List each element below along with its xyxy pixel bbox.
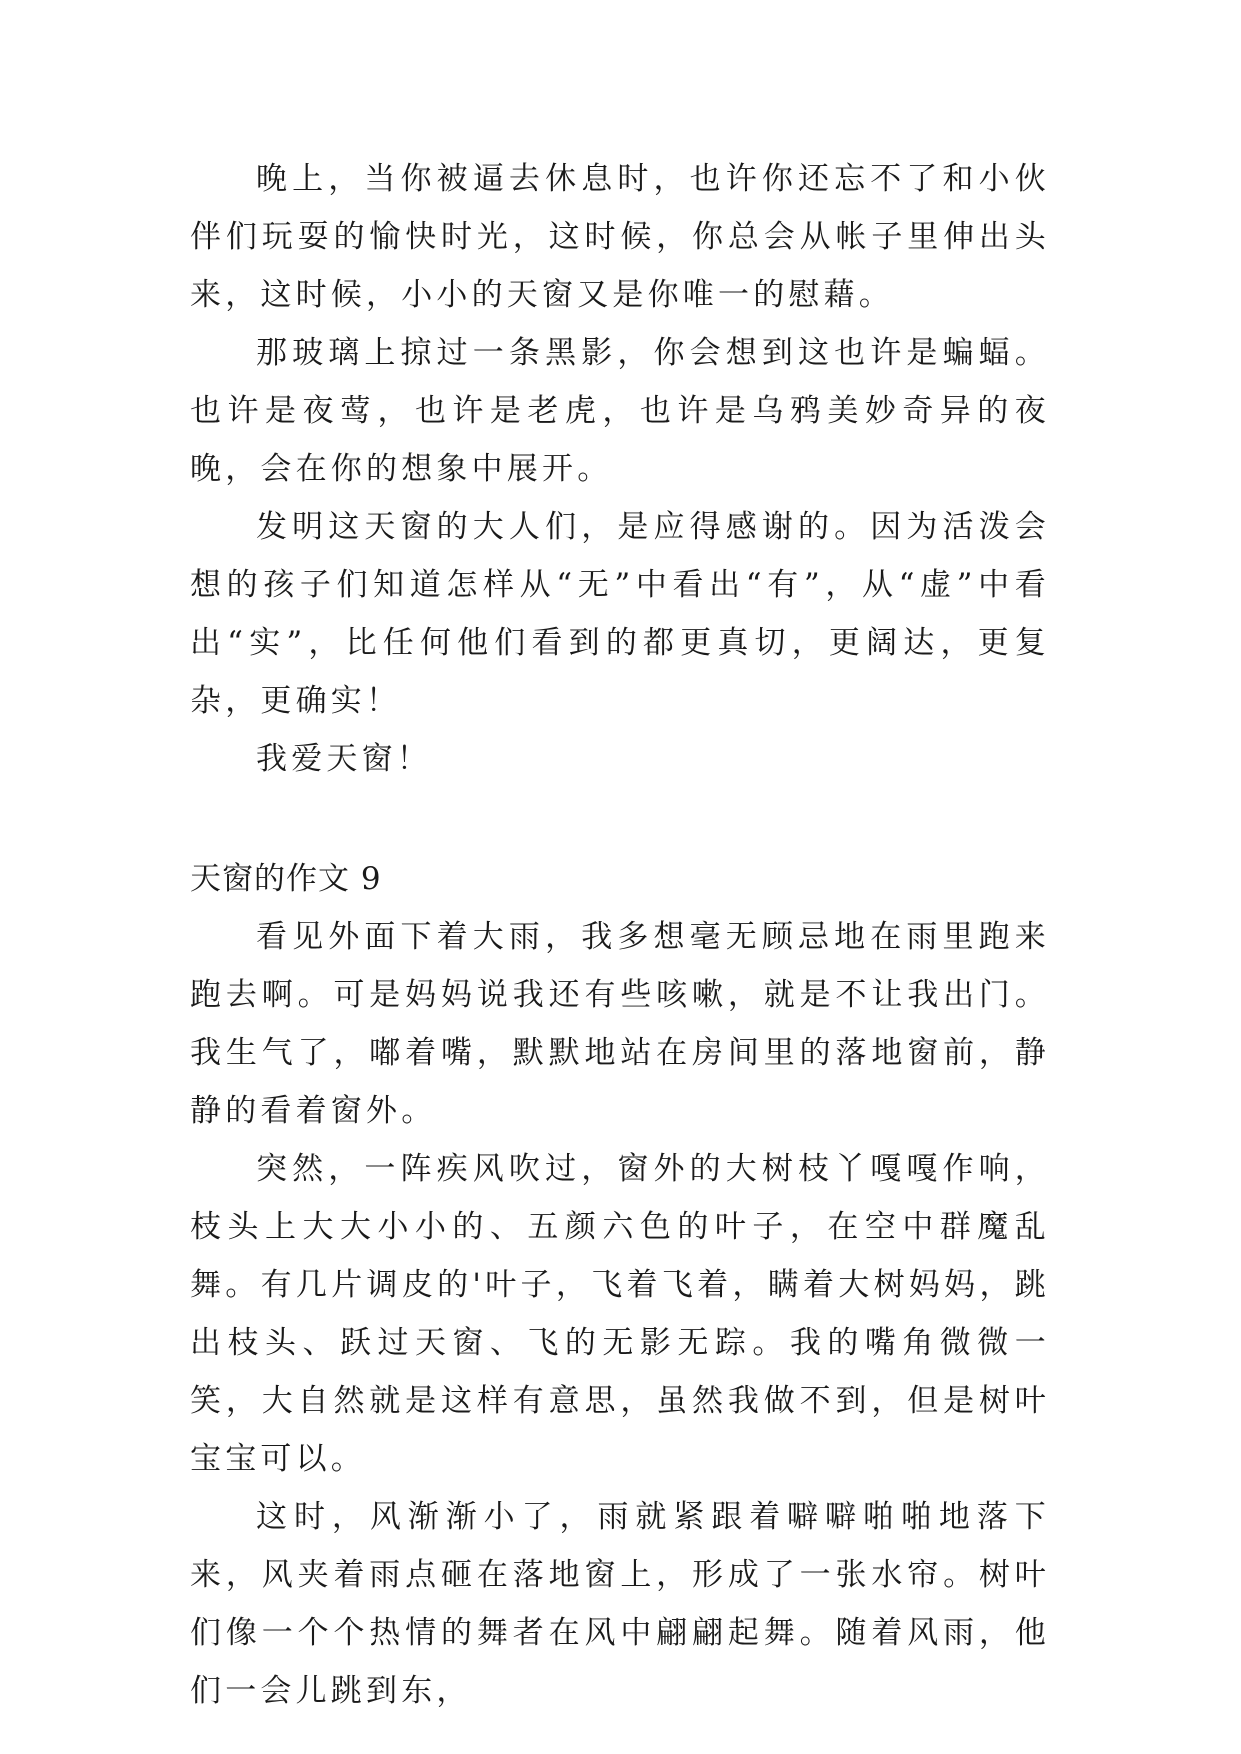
paragraph-shadow: 那玻璃上掠过一条黑影，你会想到这也许是蝙蝠。也许是夜莺，也许是老虎，也许是乌鸦美妙奇异的夜晚，会在你的想象中展开。 (190, 335, 1050, 487)
paragraph-wind: 突然，一阵疾风吹过，窗外的大树枝丫嘎嘎作响，枝头上大大小小的、五颜六色的叶子，在空中群魔乱舞。有几片调皮的'叶子，飞着飞着，瞒着大树妈妈，跳出枝头、跃过天窗、飞的无影无踪。我的嘴角微微一笑，大自然就是这样有意思，虽然我做不到，但是树叶宝宝可以。 (190, 1151, 1050, 1477)
essay-part-2 (190, 850, 1050, 1720)
essay-heading: 天窗的作文 9 (190, 861, 382, 897)
paragraph-thanks: 发明这天窗的大人们，是应得感谢的。因为活泼会想的孩子们知道怎样从“无”中看出“有”，从“虚”中看出“实”，比任何他们看到的都更真切，更阔达，更复杂，更确实！ (190, 509, 1050, 719)
paragraph-rain-curtain: 这时，风渐渐小了，雨就紧跟着噼噼啪啪地落下来，风夹着雨点砸在落地窗上，形成了一张水帘。树叶们像一个个热情的舞者在风中翩翩起舞。随着风雨，他们一会儿跳到东， (190, 1499, 1050, 1709)
essay-part-1 (190, 150, 1050, 788)
paragraph-night: 晚上，当你被逼去休息时，也许你还忘不了和小伙伴们玩耍的愉快时光，这时候，你总会从帐子里伸出头来，这时候，小小的天窗又是你唯一的慰藉。 (190, 161, 1050, 313)
paragraph-love-skylight: 我爱天窗！ (256, 741, 432, 777)
paragraph-rain: 看见外面下着大雨，我多想毫无顾忌地在雨里跑来跑去啊。可是妈妈说我还有些咳嗽，就是不让我出门。我生气了，嘟着嘴，默默地站在房间里的落地窗前，静静的看着窗外。 (190, 919, 1050, 1129)
